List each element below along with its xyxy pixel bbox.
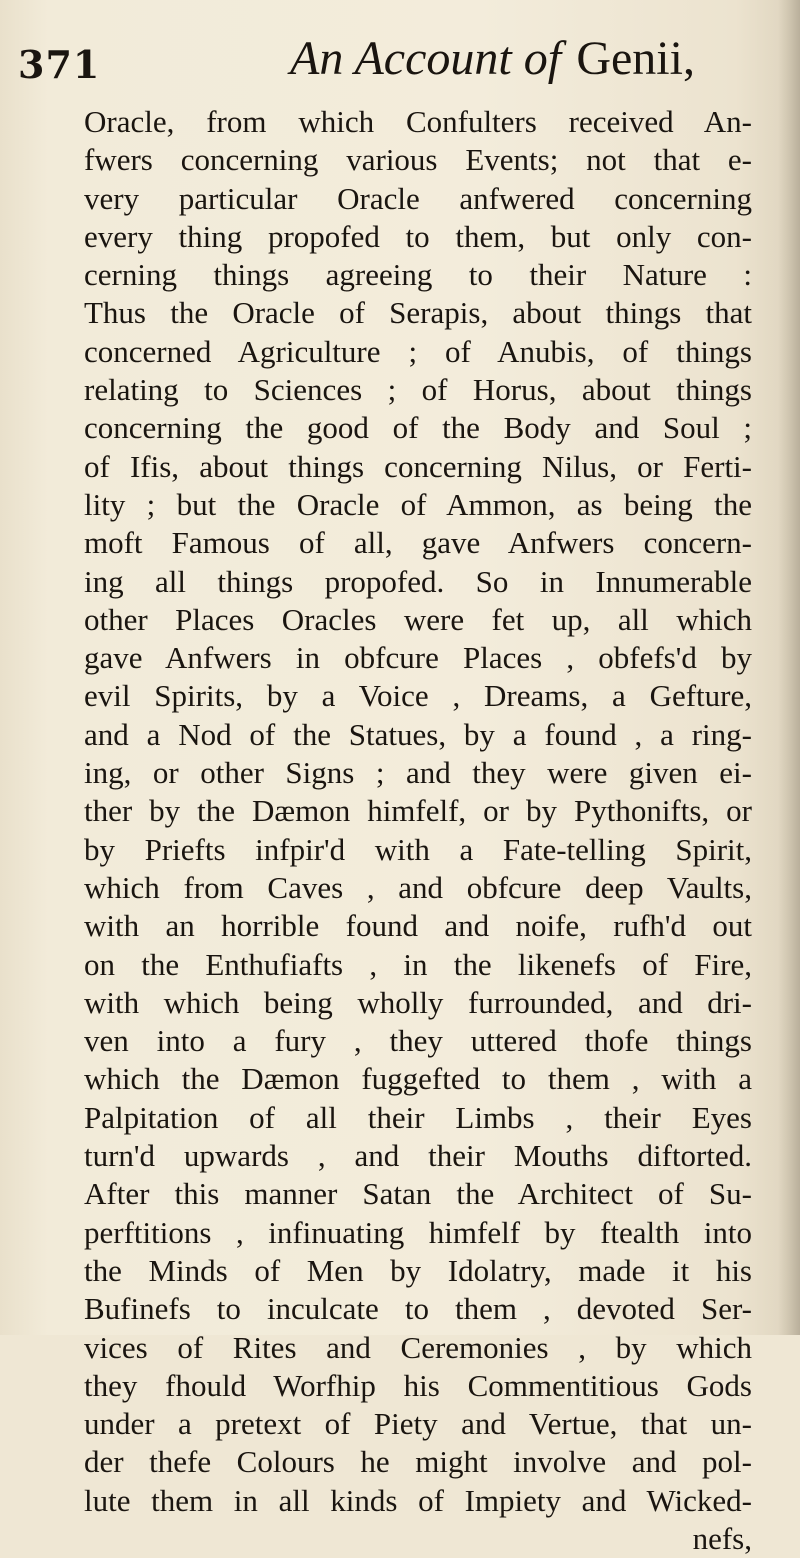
text-line: ven into a fury , they uttered thofe things (84, 1023, 752, 1059)
text-line: with an horrible found and noife, rufh'd out (84, 908, 752, 944)
text-line: ther by the Dæmon himfelf, or by Pythonifts, or (84, 793, 752, 829)
text-line: other Places Oracles were fet up, all which (84, 601, 752, 637)
text-line: under a pretext of Piety and Vertue, that un- (84, 1406, 752, 1442)
text-line: Oracle, from which Confulters received An- (84, 104, 752, 139)
text-line: which the Dæmon fuggefted to them , with a (84, 1061, 752, 1097)
text-line: they fhould Worfhip his Commentitious Gods (84, 1367, 752, 1403)
text-line: lute them in all kinds of Impiety and Wicked- (84, 1482, 752, 1518)
page-edge-shadow (778, 0, 800, 1335)
running-head (290, 30, 695, 86)
text-line: lity ; but the Oracle of Ammon, as being the (84, 486, 752, 522)
body-text (84, 103, 752, 1558)
text-line: ing all things propofed. So in Innumerable (84, 563, 752, 599)
text-line: Palpitation of all their Limbs , their Eyes (84, 1099, 752, 1135)
text-line: concerning the good of the Body and Soul ; (84, 410, 752, 446)
text-line: by Priefts infpir'd with a Fate-telling Spirit, (84, 831, 752, 867)
text-line: perftitions , infinuating himfelf by ftealth into (84, 1214, 752, 1250)
text-line: cerning things agreeing to their Nature : (84, 257, 752, 293)
text-line: gave Anfwers in obfcure Places , obfefs'd by (84, 640, 752, 676)
text-line: ing, or other Signs ; and they were given ei- (84, 755, 752, 791)
text-line: fwers concerning various Events; not that e- (84, 142, 752, 178)
text-line: which from Caves , and obfcure deep Vaults, (84, 869, 752, 905)
page-number: 371 (18, 42, 101, 87)
text-line: every thing propofed to them, but only con- (84, 218, 752, 254)
text-line: on the Enthufiafts , in the likenefs of Fire, (84, 946, 752, 982)
text-line: concerned Agriculture ; of Anubis, of things (84, 333, 752, 369)
text-line: After this manner Satan the Architect of Su- (84, 1176, 752, 1212)
text-line: Bufinefs to inculcate to them , devoted Ser- (84, 1291, 752, 1327)
text-line: turn'd upwards , and their Mouths diftorted. (84, 1138, 752, 1174)
catchword: nefs, (692, 1520, 752, 1556)
text-line: and a Nod of the Statues, by a found , a ring- (84, 716, 752, 752)
text-line: with which being wholly furrounded, and dri- (84, 984, 752, 1020)
text-line: vices of Rites and Ceremonies , by which (84, 1329, 752, 1365)
text-line: very particular Oracle anfwered concerning (84, 180, 752, 216)
running-head-roman: Genii, (576, 32, 695, 85)
running-head-italic: An Account of (290, 32, 562, 85)
text-line: evil Spirits, by a Voice , Dreams, a Gefture, (84, 678, 752, 714)
text-line: of Ifis, about things concerning Nilus, or Ferti- (84, 448, 752, 484)
text-line: moft Famous of all, gave Anfwers concern- (84, 525, 752, 561)
text-line: relating to Sciences ; of Horus, about things (84, 372, 752, 408)
text-line: der thefe Colours he might involve and pol- (84, 1444, 752, 1480)
text-line: Thus the Oracle of Serapis, about things that (84, 295, 752, 331)
text-line: the Minds of Men by Idolatry, made it his (84, 1252, 752, 1288)
